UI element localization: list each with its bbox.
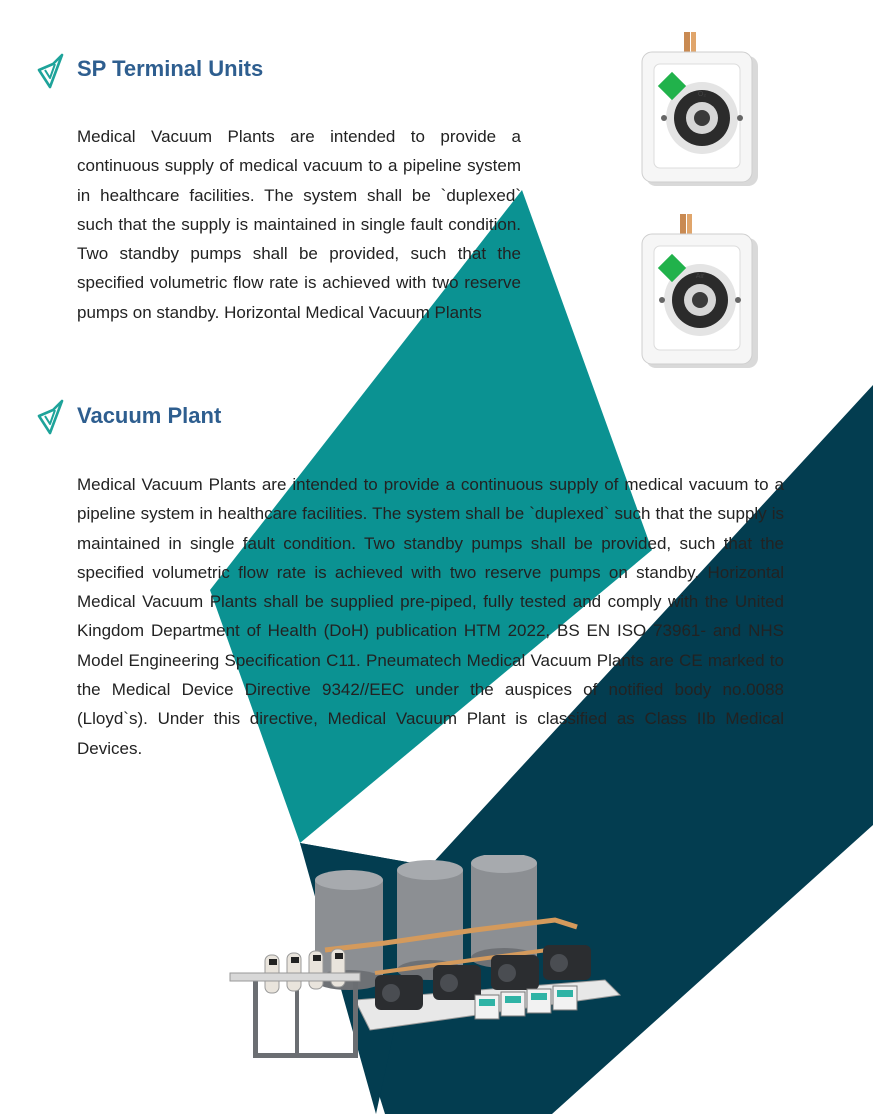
terminal-unit-image-air <box>640 214 762 372</box>
vacuum-pump <box>491 955 539 990</box>
diamond-outline-icon <box>36 398 64 436</box>
gas-label-o2: O₂ <box>697 91 707 98</box>
vacuum-pump <box>375 975 423 1010</box>
filter-frame <box>230 949 360 1058</box>
diamond-outline-icon <box>36 52 64 90</box>
vacuum-plant-image <box>225 855 625 1070</box>
section-title-vacuum-plant: Vacuum Plant <box>77 403 222 428</box>
vacuum-tank <box>315 870 383 990</box>
gas-label-air: Air <box>695 273 705 280</box>
vacuum-pump <box>433 965 481 1000</box>
section-title-terminal-units: SP Terminal Units <box>77 56 264 81</box>
vacuum-pump <box>543 945 591 980</box>
terminal-unit-image-o2 <box>640 32 762 190</box>
section-body-vacuum-plant: Medical Vacuum Plants are intended to provide a continuous supply of medical vacuum to a pipeline system in healthcare facilities. The system shall be `duplexed` such that the supply is maintained in single fault condition. Two standby pumps shall be provided, such that the specified volumetric flow rate is achieved with two reserve pumps on standby. Horizontal Medical Vacuum Plants shall be supplied pre-piped, fully tested and comply with the United Kingdom Department of Health (DoH) publication HTM 2022, BS EN ISO 73961- and NHS Model Engineering Specification C11. Pneumatech Medical Vacuum Plants are CE marked to the Medical Device Directive 9342//EEC under the auspices of notified body no.0088 (Lloyd`s). Under this directive, Medical Vacuum Plant is classified as Class IIb Medical Devices. <box>77 475 784 758</box>
section-body-terminal-units: Medical Vacuum Plants are intended to provide a continuous supply of medical vacuum to a pipeline system in healthcare facilities. The system shall be `duplexed` such that the supply is maintained in single fault condition. Two standby pumps shall be provided, such that the specified volumetric flow rate is achieved with two reserve pumps on standby. Horizontal Medical Vacuum Plants <box>77 127 521 322</box>
